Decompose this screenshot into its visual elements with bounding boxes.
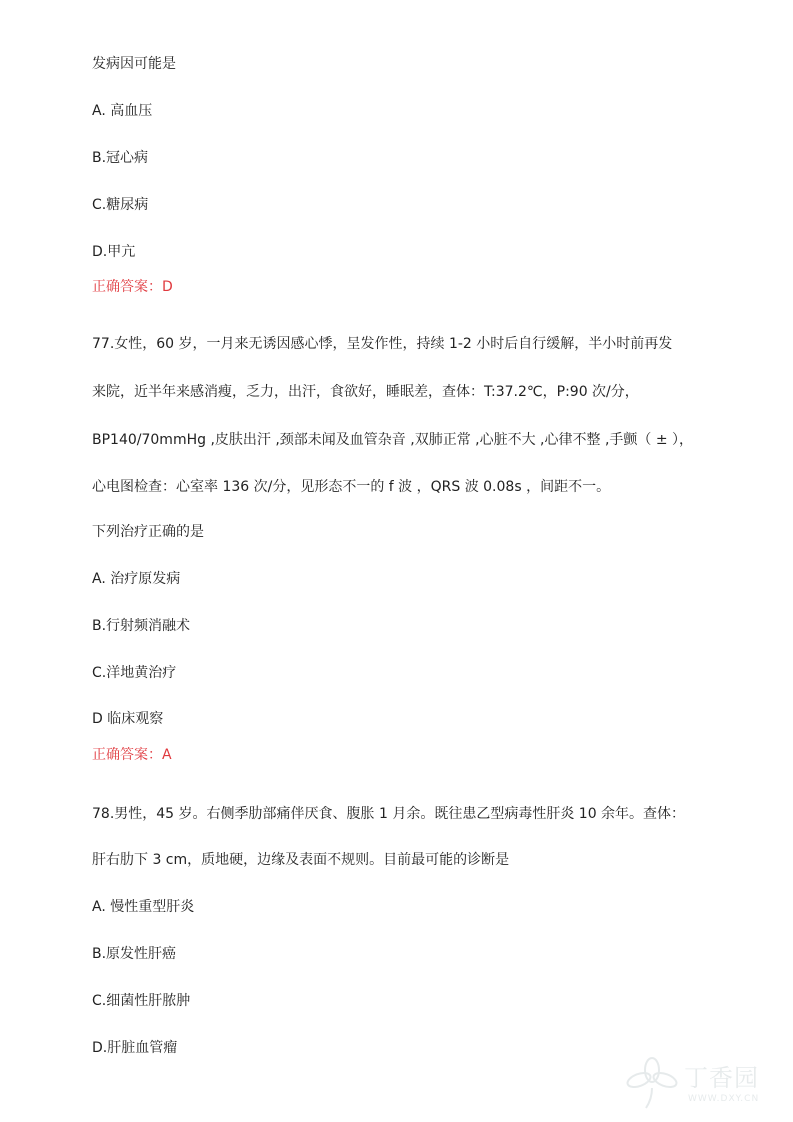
option-d: D 临床观察 xyxy=(92,711,164,727)
option-a: A. 慢性重型肝炎 xyxy=(92,899,195,915)
flower-logo-icon xyxy=(622,1052,682,1112)
option-d: D.甲亢 xyxy=(92,244,136,260)
correct-answer: 正确答案：A xyxy=(92,747,172,763)
option-a: A. 高血压 xyxy=(92,103,153,119)
option-c: C.洋地黄治疗 xyxy=(92,665,177,681)
question-77-prompt: 下列治疗正确的是 xyxy=(92,524,204,540)
option-c: C.糖尿病 xyxy=(92,197,149,213)
correct-answer: 正确答案：D xyxy=(92,279,173,295)
question-77-text-line-2: 来院，近半年来感消瘦，乏力，出汗，食欲好，睡眠差，查体：T:37.2℃，P:90 次/分， xyxy=(92,384,639,400)
option-d: D.肝脏血管瘤 xyxy=(92,1040,178,1056)
option-c: C.细菌性肝脓肿 xyxy=(92,993,191,1009)
option-b: B.原发性肝癌 xyxy=(92,946,177,962)
watermark xyxy=(622,1052,772,1112)
option-b: B.冠心病 xyxy=(92,150,149,166)
question-78-text-line-2: 肝右肋下 3 cm，质地硬，边缘及表面不规则。目前最可能的诊断是 xyxy=(92,852,510,868)
question-78-text-line-1: 78.男性，45 岁。右侧季肋部痛伴厌食、腹胀 1 月余。既往患乙型病毒性肝炎 10 余年。查体： xyxy=(92,806,686,822)
question-77-text-line-4: 心电图检查：心室率 136 次/分，见形态不一的 f 波 ，QRS 波 0.08s ，间距不一。 xyxy=(92,479,611,495)
option-b: B.行射频消融术 xyxy=(92,618,191,634)
option-a: A. 治疗原发病 xyxy=(92,571,181,587)
watermark-url: WWW.DXY.CN xyxy=(688,1094,760,1104)
question-77-text-line-3: BP140/70mmHg ,皮肤出汗 ,颈部未闻及血管杂音 ,双肺正常 ,心脏不大 ,心律不整 ,手颤（ ± ）， xyxy=(92,432,694,448)
question-77-text-line-1: 77.女性，60 岁，一月来无诱因感心悸，呈发作性，持续 1-2 小时后自行缓解，半小时前再发 xyxy=(92,336,673,352)
watermark-text: 丁香园 xyxy=(684,1064,759,1092)
question-76-prompt-tail: 发病因可能是 xyxy=(92,56,176,72)
